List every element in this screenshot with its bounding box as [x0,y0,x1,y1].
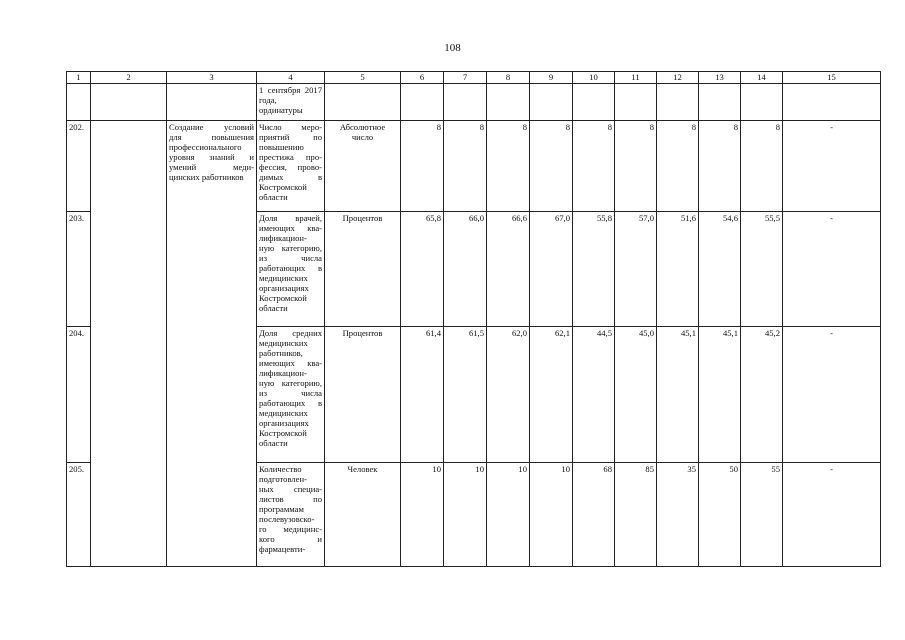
text-line: из числа [259,388,322,398]
value-cell: 50 [699,463,741,567]
value-cell: 67,0 [530,212,573,327]
text-line: области [259,438,288,448]
row-number: 203. [67,212,91,327]
value-cell: 8 [615,121,657,212]
text-line: Количество [259,464,302,474]
value-cell: 85 [615,463,657,567]
column-header: 6 [401,72,444,84]
value-cell: 57,0 [615,212,657,327]
value-cell: 8 [657,121,699,212]
value-cell: 54,6 [699,212,741,327]
value-cell: 8 [444,121,487,212]
text-line: области [259,303,288,313]
value-cell: 65,8 [401,212,444,327]
measure-cell [167,84,257,121]
text-line: листов по [259,494,322,504]
col15-cell: - [783,212,881,327]
column-header: 15 [783,72,881,84]
col15-cell: - [783,327,881,463]
text-line: из числа [259,253,322,263]
column-header: 12 [657,72,699,84]
column-header: 3 [167,72,257,84]
value-cell: 61,5 [444,327,487,463]
value-cell [487,84,530,121]
text-line: организациях [259,283,309,293]
column-header: 1 [67,72,91,84]
text-line: медицинских [259,273,308,283]
indicator-cell [257,327,325,463]
text-line: области [259,192,288,202]
value-cell [573,84,615,121]
value-cell: 8 [530,121,573,212]
column-header: 8 [487,72,530,84]
value-cell: 51,6 [657,212,699,327]
indicator-cell [257,84,325,121]
text-line: работников, [259,348,303,358]
text-line: ных специа- [259,484,322,494]
value-cell [401,84,444,121]
text-line: уровня знаний и [169,152,254,162]
text-line: кого и [259,534,322,544]
text-line: цинских работников [169,172,244,182]
value-cell [699,84,741,121]
value-cell: 62,1 [530,327,573,463]
text-line: года, [259,95,277,105]
text-line: престижа про- [259,152,322,162]
text-line: Костромской [259,182,307,192]
value-cell: 62,0 [487,327,530,463]
value-cell: 66,0 [444,212,487,327]
unit-cell: Абсолютное число [325,121,401,212]
table-row [67,84,881,121]
text-line: организациях [259,418,309,428]
unit-cell: Процентов [325,327,401,463]
text-line: ординатуры [259,105,303,115]
text-line: лификацион- [259,368,307,378]
value-cell: 10 [444,463,487,567]
value-cell: 45,1 [699,327,741,463]
indicator-cell [257,463,325,567]
text-line: Создание условий [169,122,254,132]
text-line: приятий по [259,132,322,142]
text-line: Доля врачей, [259,213,322,223]
text-line: димых в [259,172,322,182]
value-cell: 45,1 [657,327,699,463]
text-line: 1 сентября 2017 [259,85,322,95]
value-cell [657,84,699,121]
value-cell: 45,2 [741,327,783,463]
row-number: 205. [67,463,91,567]
row-number: 202. [67,121,91,212]
value-cell: 55 [741,463,783,567]
value-cell: 8 [699,121,741,212]
text-line: фессия, прово- [259,162,322,172]
value-cell: 66,6 [487,212,530,327]
text-line: ную категорию, [259,378,322,388]
row-number: 204. [67,327,91,463]
unit-cell: Человек [325,463,401,567]
value-cell: 10 [530,463,573,567]
cell-col2 [91,84,167,121]
row-number [67,84,91,121]
measure-cell [167,121,257,567]
value-cell: 44,5 [573,327,615,463]
value-cell [444,84,487,121]
cell-col2 [91,121,167,567]
value-cell: 8 [487,121,530,212]
column-header: 5 [325,72,401,84]
text-line: Доля средних [259,328,322,338]
col15-cell: - [783,121,881,212]
text-line: профессионального [169,142,242,152]
value-cell: 8 [401,121,444,212]
column-header: 2 [91,72,167,84]
text-line: послевузовско- [259,514,315,524]
column-header: 9 [530,72,573,84]
text-line: для повышения [169,132,254,142]
text-line: медицинских [259,408,308,418]
value-cell: 35 [657,463,699,567]
text-line: фармацевти- [259,544,306,554]
value-cell [530,84,573,121]
header-row [67,72,881,84]
value-cell: 8 [573,121,615,212]
column-header: 13 [699,72,741,84]
column-header: 10 [573,72,615,84]
text-line: подготовлен- [259,474,307,484]
value-cell: 68 [573,463,615,567]
text-line: го медицинс- [259,524,322,534]
unit-cell [325,84,401,121]
unit-cell: Процентов [325,212,401,327]
value-cell: 10 [401,463,444,567]
text-line: умений меди- [169,162,254,172]
column-header: 7 [444,72,487,84]
indicator-cell [257,212,325,327]
value-cell: 55,8 [573,212,615,327]
text-line: Костромской [259,428,307,438]
text-line: лификацион- [259,233,307,243]
value-cell [615,84,657,121]
text-line: Число меро- [259,122,322,132]
indicator-cell [257,121,325,212]
value-cell [741,84,783,121]
text-line: программам [259,504,304,514]
text-line: Костромской [259,293,307,303]
column-header: 4 [257,72,325,84]
value-cell: 8 [741,121,783,212]
col15-cell [783,84,881,121]
text-line: имеющих ква- [259,223,322,233]
column-header: 11 [615,72,657,84]
page-number: 108 [444,42,461,54]
col15-cell: - [783,463,881,567]
text-line: медицинских [259,338,308,348]
value-cell: 61,4 [401,327,444,463]
text-line: повышению [259,142,304,152]
text-line: работающих в [259,398,322,408]
value-cell: 10 [487,463,530,567]
text-line: ную категорию, [259,243,322,253]
table-row [67,121,881,212]
text-line: работающих в [259,263,322,273]
column-header: 14 [741,72,783,84]
data-table [66,71,881,567]
value-cell: 55,5 [741,212,783,327]
text-line: имеющих ква- [259,358,322,368]
value-cell: 45,0 [615,327,657,463]
